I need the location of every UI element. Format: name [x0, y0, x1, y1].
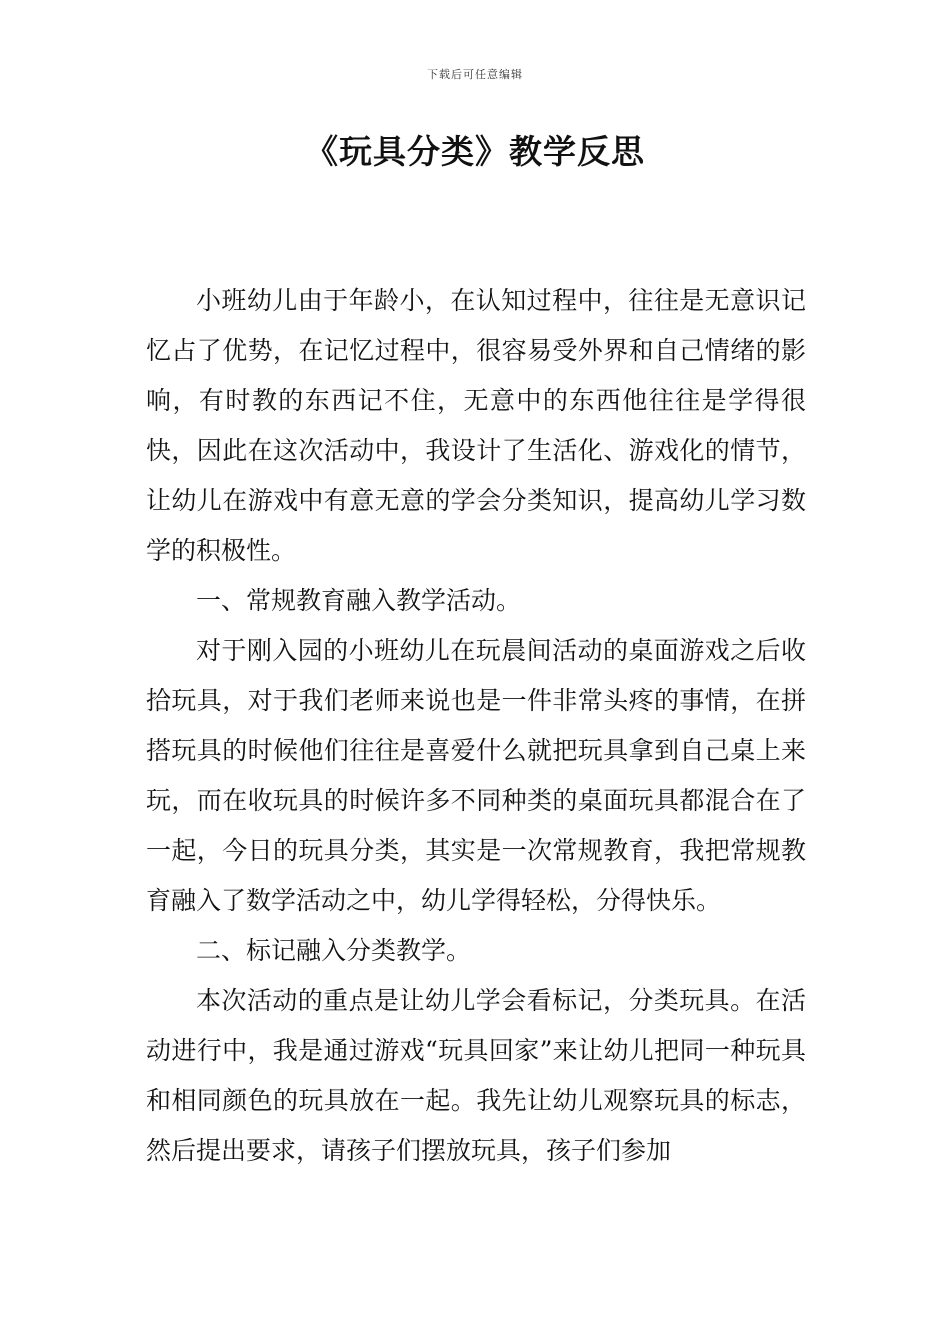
header-note: 下载后可任意编辑 [427, 68, 523, 81]
section-heading-1: 一、常规教育融入教学活动。 [196, 586, 522, 615]
section-heading-2: 二、标记融入分类教学。 [196, 936, 472, 965]
document-body [146, 276, 806, 1176]
paragraph-section-2: 本次活动的重点是让幼儿学会看标记，分类玩具。在活动进行中，我是通过游戏“玩具回家”来让幼儿把同一种玩具和相同颜色的玩具放在一起。我先让幼儿观察玩具的标志，然后提出要求，请孩子们摆放玩具，孩子们参加 [146, 986, 806, 1165]
paragraph-intro: 小班幼儿由于年龄小，在认知过程中，往往是无意识记忆占了优势，在记忆过程中，很容易受外界和自己情绪的影响，有时教的东西记不住，无意中的东西他往往是学得很快，因此在这次活动中，我设计了生活化、游戏化的情节，让幼儿在游戏中有意无意的学会分类知识，提高幼儿学习数学的积极性。 [146, 286, 806, 565]
paragraph-section-1: 对于刚入园的小班幼儿在玩晨间活动的桌面游戏之后收拾玩具，对于我们老师来说也是一件非常头疼的事情，在拼搭玩具的时候他们往往是喜爱什么就把玩具拿到自己桌上来玩，而在收玩具的时候许多不同种类的桌面玩具都混合在了一起，今日的玩具分类，其实是一次常规教育，我把常规教育融入了数学活动之中，幼儿学得轻松，分得快乐。 [146, 636, 806, 915]
document-title: 《玩具分类》教学反思 [305, 132, 645, 171]
